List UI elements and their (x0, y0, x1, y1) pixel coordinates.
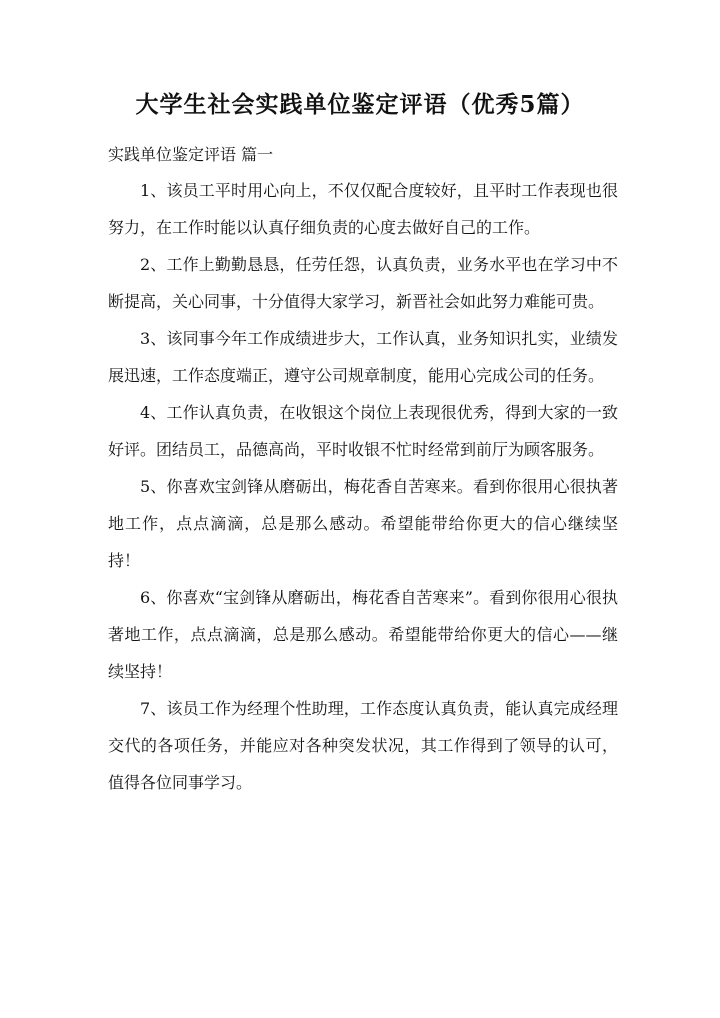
paragraph-4: 4、工作认真负责，在收银这个岗位上表现很优秀，得到大家的一致好评。团结员工，品德高尚，平时收银不忙时经常到前厅为顾客服务。 (108, 403, 618, 459)
paragraph-7: 7、该员工作为经理个性助理，工作态度认真负责，能认真完成经理交代的各项任务，并能应对各种突发状况，其工作得到了领导的认可，值得各位同事学习。 (108, 699, 618, 792)
paragraph-1: 1、该员工平时用心向上，不仅仅配合度较好，且平时工作表现也很努力，在工作时能以认真仔细负责的心度去做好自己的工作。 (108, 181, 618, 237)
paragraph-2: 2、工作上勤勤恳恳，任劳任怨，认真负责，业务水平也在学习中不断提高，关心同事，十分值得大家学习，新晋社会如此努力难能可贵。 (108, 255, 618, 311)
section-heading: 实践单位鉴定评语 篇一 (108, 145, 274, 164)
document-body (108, 172, 618, 801)
paragraph-6: 6、你喜欢“宝剑锋从磨砺出，梅花香自苦寒来”。看到你很用心很执著地工作，点点滴滴，总是那么感动。希望能带给你更大的信心——继续坚持！ (108, 588, 618, 681)
paragraph-3: 3、该同事今年工作成绩进步大，工作认真，业务知识扎实，业绩发展迅速，工作态度端正，遵守公司规章制度，能用心完成公司的任务。 (108, 329, 618, 385)
document-title: 大学生社会实践单位鉴定评语（优秀5篇） (135, 91, 585, 118)
paragraph-5: 5、你喜欢宝剑锋从磨砺出，梅花香自苦寒来。看到你很用心很执著地工作，点点滴滴，总是那么感动。希望能带给你更大的信心继续坚持！ (108, 477, 618, 570)
